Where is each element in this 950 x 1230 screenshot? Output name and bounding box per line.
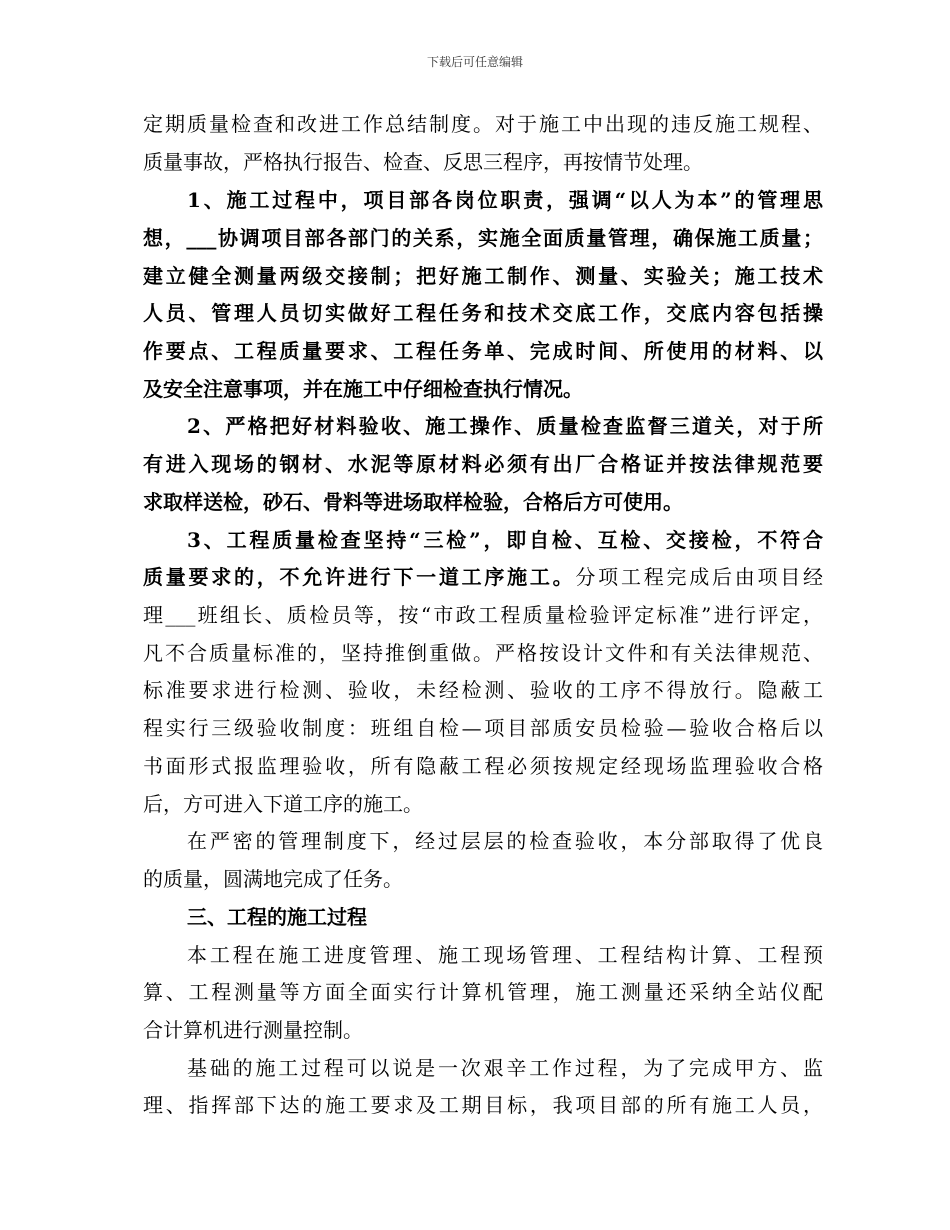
paragraph-line: 作要点、工程质量要求、工程任务单、完成时间、所使用的材料、以 — [143, 339, 823, 363]
paragraph-line: 标准要求进行检测、验收，未经检测、验收的工序不得放行。隐蔽工 — [143, 678, 823, 702]
paragraph-line: 合计算机进行测量控制。 — [143, 1018, 363, 1042]
paragraph-line: 程实行三级验收制度：班组自检—项目部质安员检验—验收合格后以 — [143, 716, 823, 740]
paragraph-line: 质量事故，严格执行报告、检查、反思三程序，再按情节处理。 — [143, 150, 703, 174]
paragraph-line: 3、工程质量检查坚持“三检”，即自检、互检、交接检，不符合 — [187, 528, 823, 552]
paragraph-line: 在严密的管理制度下，经过层层的检查验收，本分部取得了优良 — [187, 829, 823, 853]
paragraph-line: 定期质量检查和改进工作总结制度。对于施工中出现的违反施工规程、 — [143, 112, 823, 136]
paragraph-line: 理、指挥部下达的施工要求及工期目标，我项目部的所有施工人员， — [143, 1093, 823, 1117]
paragraph-line: 求取样送检，砂石、骨料等进场取样检验，合格后方可使用。 — [143, 490, 683, 514]
section-heading: 三、工程的施工过程 — [187, 905, 367, 929]
paragraph-line: 人员、管理人员切实做好工程任务和技术交底工作，交底内容包括操 — [143, 301, 823, 325]
paragraph-line: 1、施工过程中，项目部各岗位职责，强调“以人为本”的管理思 — [187, 188, 823, 212]
page-header-note: 下载后可任意编辑 — [426, 55, 523, 69]
paragraph-line: 建立健全测量两级交接制；把好施工制作、测量、实验关；施工技术 — [143, 264, 823, 288]
paragraph-line: 的质量，圆满地完成了任务。 — [143, 867, 403, 891]
paragraph-line: 基础的施工过程可以说是一次艰辛工作过程，为了完成甲方、监 — [187, 1056, 823, 1080]
paragraph-line: 理___班组长、质检员等，按“市政工程质量检验评定标准”进行评定， — [143, 603, 823, 627]
paragraph-line-mixed — [143, 564, 823, 590]
paragraph-line: 2、严格把好材料验收、施工操作、质量检查监督三道关，对于所 — [187, 414, 823, 438]
normal-text-segment: 分项工程完成后由项目经 — [575, 565, 823, 589]
paragraph-line: 后，方可进入下道工序的施工。 — [143, 792, 423, 816]
paragraph-line: 及安全注意事项，并在施工中仔细检查执行情况。 — [143, 377, 583, 401]
paragraph-line: 想，___协调项目部各部门的关系，实施全面质量管理，确保施工质量； — [143, 226, 823, 250]
paragraph-line: 有进入现场的钢材、水泥等原材料必须有出厂合格证并按法律规范要 — [143, 452, 823, 476]
paragraph-line: 算、工程测量等方面全面实行计算机管理，施工测量还采纳全站仪配 — [143, 980, 823, 1004]
bold-text-segment: 质量要求的，不允许进行下一道工序施工。 — [143, 565, 576, 589]
paragraph-line: 凡不合质量标准的，坚持推倒重做。严格按设计文件和有关法律规范、 — [143, 641, 823, 665]
paragraph-line: 本工程在施工进度管理、施工现场管理、工程结构计算、工程预 — [187, 943, 823, 967]
paragraph-line: 书面形式报监理验收，所有隐蔽工程必须按规定经现场监理验收合格 — [143, 754, 823, 778]
